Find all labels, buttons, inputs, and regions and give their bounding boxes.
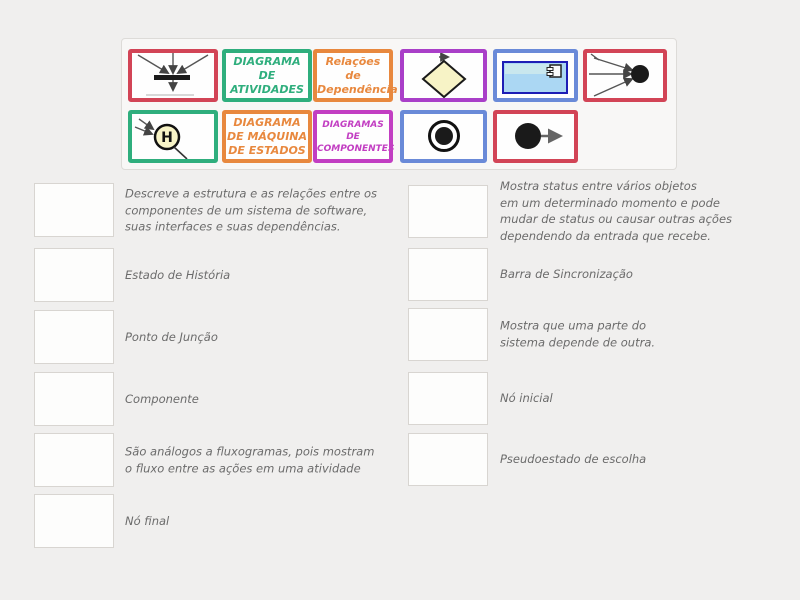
answer-slot-right-5[interactable] xyxy=(408,433,488,486)
clue-right-3: Mostra que uma parte do sistema depende de outra. xyxy=(500,318,656,349)
answer-slot-left-1[interactable] xyxy=(34,183,114,237)
state-machine-diagram-label: DIAGRAMA DE MÁQUINA DE ESTADOS xyxy=(226,115,308,157)
answer-slot-left-3[interactable] xyxy=(34,310,114,364)
clue-left-3: Ponto de Junção xyxy=(125,329,218,344)
answer-slot-right-4[interactable] xyxy=(408,372,488,425)
tile-component-symbol[interactable] xyxy=(493,49,578,102)
answer-slot-right-3[interactable] xyxy=(408,308,488,361)
clue-right-5: Pseudoestado de escolha xyxy=(500,451,647,466)
answer-slot-right-2[interactable] xyxy=(408,248,488,301)
clue-right-1: Mostra status entre vários objetos em um determinado momento e pode mudar de status ou causar outras ações dependendo da entrada que recebe. xyxy=(500,179,733,243)
synchronization-bar-icon xyxy=(132,53,214,98)
component-icon xyxy=(497,53,574,98)
tile-final-node[interactable] xyxy=(400,110,487,163)
answer-slot-left-4[interactable] xyxy=(34,372,114,426)
clue-left-1: Descreve a estrutura e as relações entre os componentes de um sistema de software, suas interfaces e suas dependências. xyxy=(125,186,378,234)
clue-left-5: São análogos a fluxogramas, pois mostram o fluxo entre as ações em uma atividade xyxy=(125,444,375,475)
initial-node-icon xyxy=(497,114,574,159)
activity-diagram-label: DIAGRAMA DE ATIVIDADES xyxy=(230,54,304,96)
clue-right-2: Barra de Sincronização xyxy=(500,266,633,281)
tile-activity-diagram-label[interactable] xyxy=(222,49,312,102)
tile-dependency-relations-label[interactable] xyxy=(313,49,398,102)
tile-initial-node[interactable] xyxy=(493,110,578,163)
clue-right-4: Nó inicial xyxy=(500,390,553,405)
clue-left-2: Estado de História xyxy=(125,267,231,282)
tile-junction-point[interactable] xyxy=(583,49,667,102)
answer-slot-left-6[interactable] xyxy=(34,494,114,548)
tile-synchronization-bar[interactable] xyxy=(128,49,218,102)
choice-pseudostate-icon xyxy=(404,53,483,98)
history-state-icon xyxy=(132,114,214,159)
junction-point-icon xyxy=(587,53,663,98)
answer-slot-right-1[interactable] xyxy=(408,185,488,238)
answer-slot-left-2[interactable] xyxy=(34,248,114,302)
dependency-relations-label: Relações de Dependência xyxy=(317,54,398,96)
tile-choice-pseudostate[interactable] xyxy=(400,49,487,102)
tile-component-diagrams-label[interactable] xyxy=(313,110,393,163)
component-diagrams-label: DIAGRAMAS DE COMPONENTES xyxy=(317,119,395,154)
clue-left-4: Componente xyxy=(125,391,199,406)
answer-slot-left-5[interactable] xyxy=(34,433,114,487)
final-node-icon xyxy=(404,114,483,159)
tile-history-state[interactable] xyxy=(128,110,218,163)
svg-text:H: H xyxy=(161,130,173,146)
tile-bank xyxy=(121,38,677,170)
tile-state-machine-diagram-label[interactable] xyxy=(222,110,312,163)
clue-left-6: Nó final xyxy=(125,513,170,528)
